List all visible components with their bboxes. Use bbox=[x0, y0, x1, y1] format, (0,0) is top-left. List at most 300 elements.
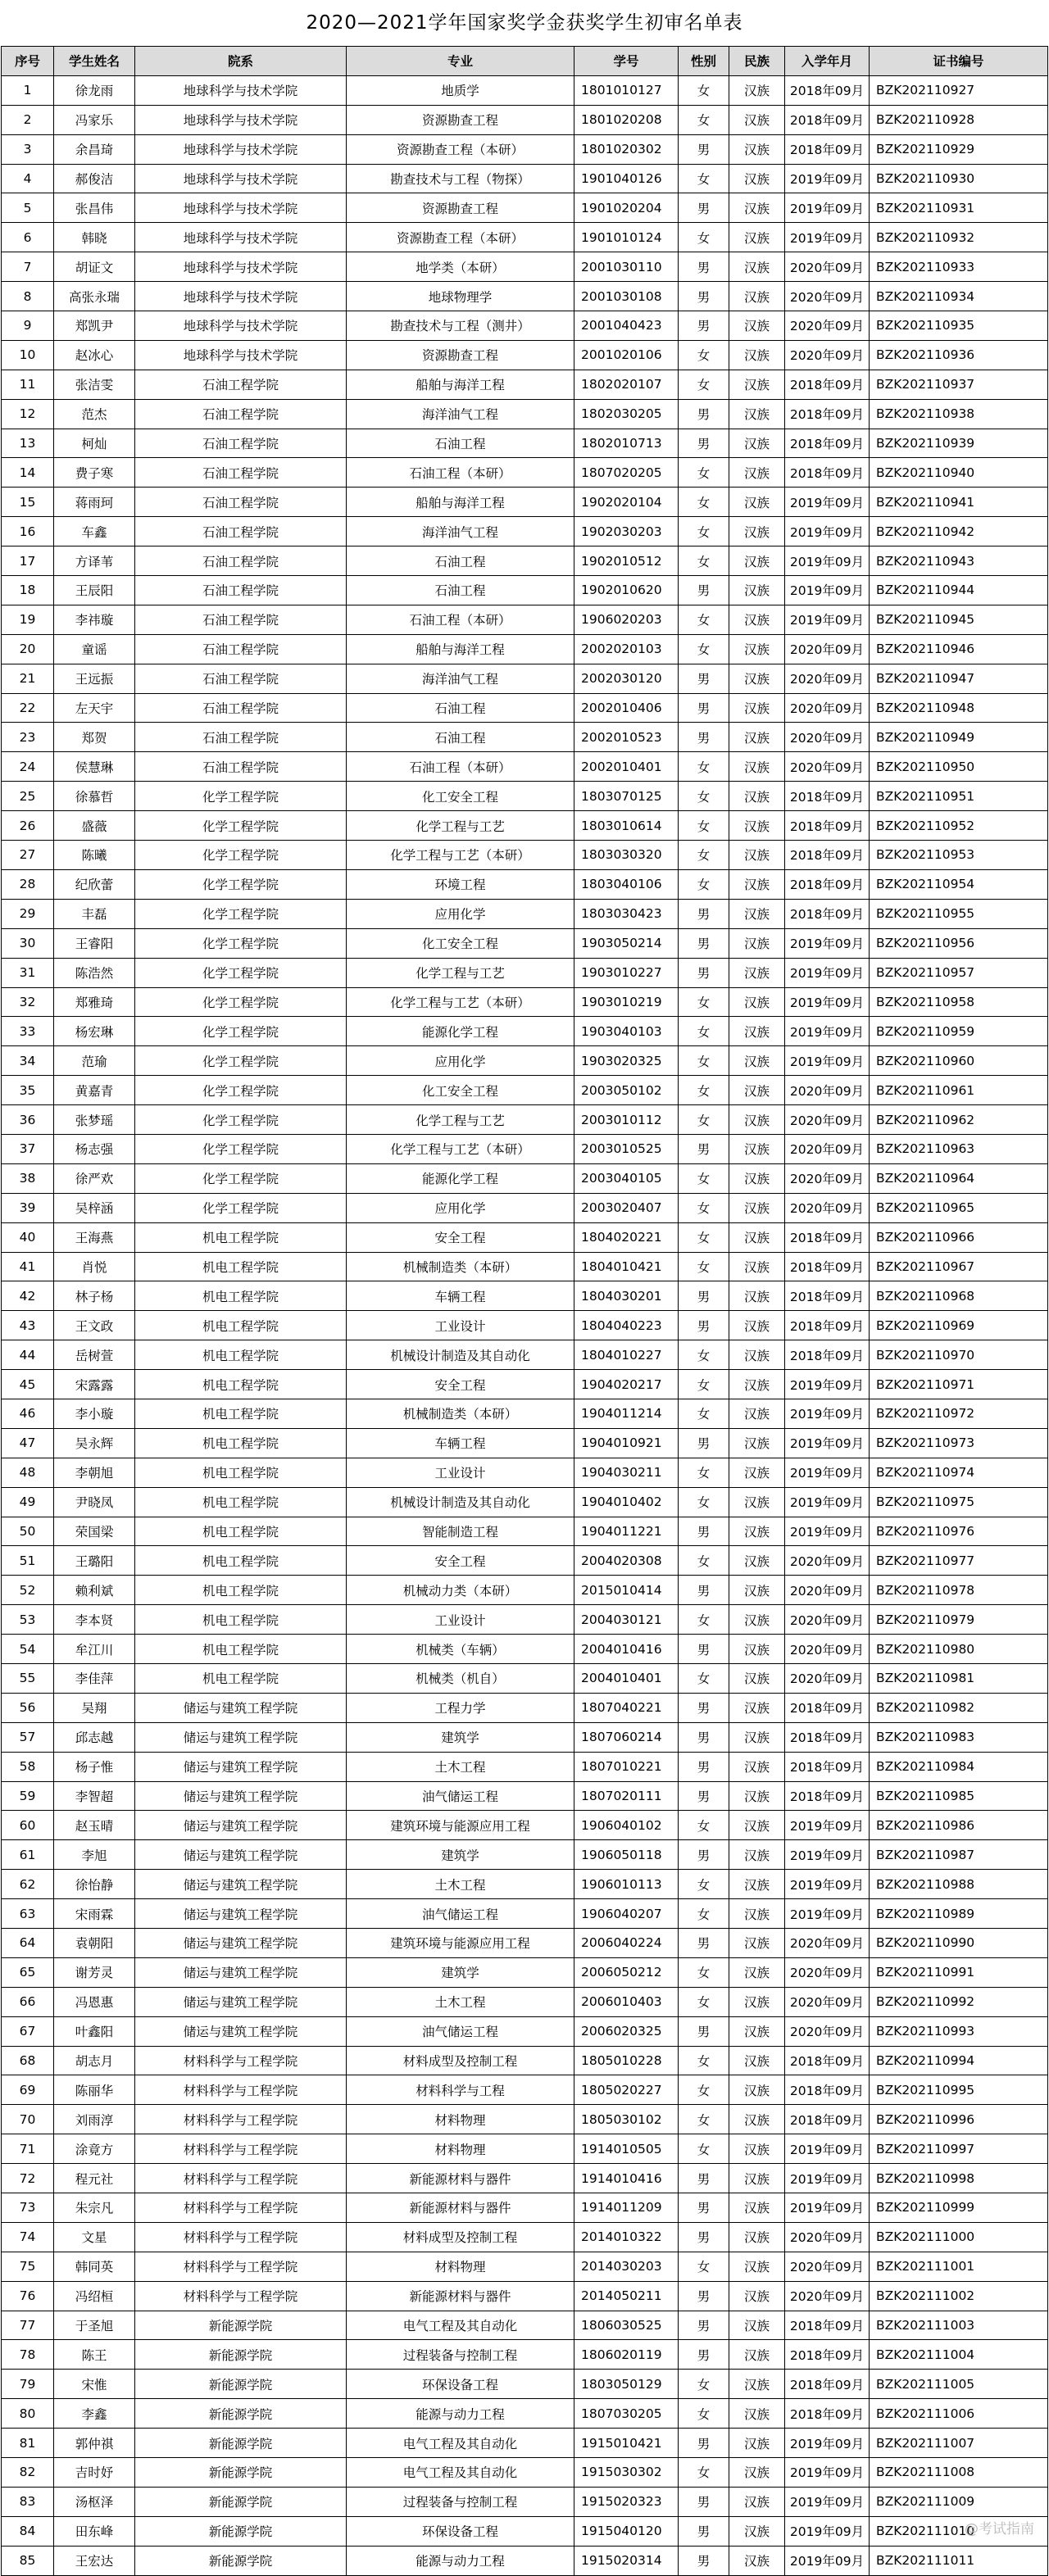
gender: 女 bbox=[679, 458, 729, 488]
college: 储运与建筑工程学院 bbox=[135, 1840, 347, 1870]
gender: 女 bbox=[679, 1458, 729, 1487]
college: 机电工程学院 bbox=[135, 1311, 347, 1340]
document-title: 2020—2021学年国家奖学金获奖学生初审名单表 bbox=[306, 12, 743, 34]
gender: 女 bbox=[679, 987, 729, 1017]
college: 材料科学与工程学院 bbox=[135, 2193, 347, 2223]
gender: 男 bbox=[679, 1517, 729, 1546]
header-name: 学生姓名 bbox=[54, 47, 135, 76]
certificate-number: BZK202110974 bbox=[870, 1458, 1048, 1487]
table-row bbox=[2, 2075, 1048, 2105]
student-id: 1804020221 bbox=[574, 1222, 679, 1252]
gender: 女 bbox=[679, 1663, 729, 1693]
enroll-date: 2020年09月 bbox=[785, 252, 870, 282]
certificate-number: BZK202111006 bbox=[870, 2399, 1048, 2429]
row-index: 72 bbox=[2, 2164, 54, 2193]
student-id: 2004020308 bbox=[574, 1546, 679, 1576]
enroll-date: 2018年09月 bbox=[785, 399, 870, 429]
row-index: 29 bbox=[2, 899, 54, 928]
student-id: 1804010227 bbox=[574, 1340, 679, 1370]
college: 机电工程学院 bbox=[135, 1370, 347, 1399]
student-id: 1801020302 bbox=[574, 134, 679, 164]
row-index: 11 bbox=[2, 370, 54, 399]
enroll-date: 2018年09月 bbox=[785, 1752, 870, 1781]
table-row bbox=[2, 193, 1048, 223]
student-id: 1902010620 bbox=[574, 576, 679, 605]
gender: 男 bbox=[679, 2311, 729, 2340]
gender: 女 bbox=[679, 1193, 729, 1222]
row-index: 38 bbox=[2, 1163, 54, 1193]
certificate-number: BZK202110932 bbox=[870, 223, 1048, 252]
table-row bbox=[2, 1811, 1048, 1840]
college: 地球科学与技术学院 bbox=[135, 134, 347, 164]
major: 油气储运工程 bbox=[347, 1899, 574, 1929]
certificate-number: BZK202111003 bbox=[870, 2311, 1048, 2340]
gender: 男 bbox=[679, 2016, 729, 2046]
row-index: 44 bbox=[2, 1340, 54, 1370]
row-index: 68 bbox=[2, 2046, 54, 2075]
certificate-number: BZK202110933 bbox=[870, 252, 1048, 282]
student-id: 1904011221 bbox=[574, 1517, 679, 1546]
table-row bbox=[2, 1693, 1048, 1722]
table-row bbox=[2, 1752, 1048, 1781]
enroll-date: 2018年09月 bbox=[785, 1693, 870, 1722]
gender: 男 bbox=[679, 1428, 729, 1458]
gender: 女 bbox=[679, 105, 729, 134]
gender: 男 bbox=[679, 1635, 729, 1664]
row-index: 26 bbox=[2, 811, 54, 841]
row-index: 33 bbox=[2, 1017, 54, 1046]
certificate-number: BZK202110951 bbox=[870, 782, 1048, 811]
student-name: 郑贺 bbox=[54, 723, 135, 752]
row-index: 75 bbox=[2, 2252, 54, 2281]
ethnicity: 汉族 bbox=[729, 2105, 785, 2134]
student-name: 冯恩惠 bbox=[54, 1987, 135, 2016]
student-name: 杨子惟 bbox=[54, 1752, 135, 1781]
ethnicity: 汉族 bbox=[729, 1987, 785, 2016]
student-name: 郝俊洁 bbox=[54, 164, 135, 193]
enroll-date: 2018年09月 bbox=[785, 1311, 870, 1340]
student-id: 1906010113 bbox=[574, 1870, 679, 1899]
ethnicity: 汉族 bbox=[729, 899, 785, 928]
gender: 男 bbox=[679, 252, 729, 282]
row-index: 71 bbox=[2, 2134, 54, 2164]
row-index: 59 bbox=[2, 1781, 54, 1811]
certificate-number: BZK202111009 bbox=[870, 2487, 1048, 2516]
student-name: 宋雨霖 bbox=[54, 1899, 135, 1929]
table-header-row bbox=[2, 47, 1048, 76]
enroll-date: 2019年09月 bbox=[785, 2134, 870, 2164]
college: 储运与建筑工程学院 bbox=[135, 1870, 347, 1899]
header-major: 专业 bbox=[347, 47, 574, 76]
student-id: 1914011209 bbox=[574, 2193, 679, 2223]
row-index: 20 bbox=[2, 634, 54, 664]
table-row bbox=[2, 1987, 1048, 2016]
row-index: 24 bbox=[2, 752, 54, 782]
enroll-date: 2018年09月 bbox=[785, 899, 870, 928]
student-id: 1903050214 bbox=[574, 928, 679, 958]
college: 储运与建筑工程学院 bbox=[135, 1693, 347, 1722]
major: 船舶与海洋工程 bbox=[347, 634, 574, 664]
certificate-number: BZK202110947 bbox=[870, 664, 1048, 693]
certificate-number: BZK202110948 bbox=[870, 693, 1048, 723]
gender: 女 bbox=[679, 1370, 729, 1399]
table-row bbox=[2, 1399, 1048, 1428]
ethnicity: 汉族 bbox=[729, 75, 785, 105]
enroll-date: 2019年09月 bbox=[785, 223, 870, 252]
student-id: 2003010525 bbox=[574, 1134, 679, 1163]
table-row bbox=[2, 811, 1048, 841]
enroll-date: 2020年09月 bbox=[785, 340, 870, 370]
row-index: 73 bbox=[2, 2193, 54, 2223]
gender: 男 bbox=[679, 134, 729, 164]
table-row bbox=[2, 1635, 1048, 1664]
row-index: 80 bbox=[2, 2399, 54, 2429]
student-name: 岳树萱 bbox=[54, 1340, 135, 1370]
major: 材料物理 bbox=[347, 2134, 574, 2164]
college: 化学工程学院 bbox=[135, 811, 347, 841]
row-index: 58 bbox=[2, 1752, 54, 1781]
ethnicity: 汉族 bbox=[729, 1134, 785, 1163]
major: 船舶与海洋工程 bbox=[347, 488, 574, 517]
college: 新能源学院 bbox=[135, 2458, 347, 2488]
certificate-number: BZK202111002 bbox=[870, 2281, 1048, 2311]
ethnicity: 汉族 bbox=[729, 2222, 785, 2252]
row-index: 81 bbox=[2, 2429, 54, 2458]
student-id: 1915010421 bbox=[574, 2429, 679, 2458]
row-index: 74 bbox=[2, 2222, 54, 2252]
table-row bbox=[2, 1929, 1048, 1958]
table-row bbox=[2, 399, 1048, 429]
table-row bbox=[2, 2429, 1048, 2458]
student-name: 陈曦 bbox=[54, 841, 135, 870]
enroll-date: 2019年09月 bbox=[785, 1428, 870, 1458]
enroll-date: 2019年09月 bbox=[785, 1870, 870, 1899]
table-row bbox=[2, 1193, 1048, 1222]
certificate-number: BZK202110966 bbox=[870, 1222, 1048, 1252]
ethnicity: 汉族 bbox=[729, 1311, 785, 1340]
enroll-date: 2020年09月 bbox=[785, 282, 870, 311]
certificate-number: BZK202110972 bbox=[870, 1399, 1048, 1428]
row-index: 77 bbox=[2, 2311, 54, 2340]
student-name: 柯灿 bbox=[54, 429, 135, 458]
row-index: 14 bbox=[2, 458, 54, 488]
major: 化工安全工程 bbox=[347, 928, 574, 958]
table-row bbox=[2, 458, 1048, 488]
table-row bbox=[2, 2370, 1048, 2399]
ethnicity: 汉族 bbox=[729, 134, 785, 164]
major: 油气储运工程 bbox=[347, 2016, 574, 2046]
enroll-date: 2020年09月 bbox=[785, 2252, 870, 2281]
table-row bbox=[2, 1781, 1048, 1811]
major: 机械制造类（本研） bbox=[347, 1252, 574, 1281]
table-row bbox=[2, 2458, 1048, 2488]
student-name: 徐龙雨 bbox=[54, 75, 135, 105]
enroll-date: 2019年09月 bbox=[785, 2164, 870, 2193]
table-row bbox=[2, 1252, 1048, 1281]
gender: 女 bbox=[679, 1076, 729, 1105]
enroll-date: 2018年09月 bbox=[785, 841, 870, 870]
certificate-number: BZK202110934 bbox=[870, 282, 1048, 311]
gender: 女 bbox=[679, 517, 729, 546]
table-row bbox=[2, 370, 1048, 399]
student-name: 程元社 bbox=[54, 2164, 135, 2193]
row-index: 39 bbox=[2, 1193, 54, 1222]
enroll-date: 2019年09月 bbox=[785, 928, 870, 958]
student-id: 2003050102 bbox=[574, 1076, 679, 1105]
college: 地球科学与技术学院 bbox=[135, 311, 347, 341]
ethnicity: 汉族 bbox=[729, 1105, 785, 1135]
college: 化学工程学院 bbox=[135, 1163, 347, 1193]
college: 化学工程学院 bbox=[135, 869, 347, 899]
row-index: 51 bbox=[2, 1546, 54, 1576]
ethnicity: 汉族 bbox=[729, 1899, 785, 1929]
gender: 男 bbox=[679, 2193, 729, 2223]
student-name: 陈王 bbox=[54, 2340, 135, 2370]
row-index: 21 bbox=[2, 664, 54, 693]
row-index: 47 bbox=[2, 1428, 54, 1458]
row-index: 42 bbox=[2, 1281, 54, 1311]
gender: 女 bbox=[679, 1046, 729, 1076]
certificate-number: BZK202110956 bbox=[870, 928, 1048, 958]
ethnicity: 汉族 bbox=[729, 1929, 785, 1958]
gender: 男 bbox=[679, 1929, 729, 1958]
college: 材料科学与工程学院 bbox=[135, 2105, 347, 2134]
table-row bbox=[2, 1840, 1048, 1870]
student-name: 徐慕哲 bbox=[54, 782, 135, 811]
student-name: 韩同英 bbox=[54, 2252, 135, 2281]
ethnicity: 汉族 bbox=[729, 399, 785, 429]
row-index: 79 bbox=[2, 2370, 54, 2399]
college: 石油工程学院 bbox=[135, 664, 347, 693]
certificate-number: BZK202110946 bbox=[870, 634, 1048, 664]
major: 材料成型及控制工程 bbox=[347, 2046, 574, 2075]
gender: 男 bbox=[679, 2429, 729, 2458]
college: 石油工程学院 bbox=[135, 370, 347, 399]
gender: 女 bbox=[679, 1222, 729, 1252]
major: 建筑学 bbox=[347, 1840, 574, 1870]
certificate-number: BZK202111007 bbox=[870, 2429, 1048, 2458]
major: 应用化学 bbox=[347, 1193, 574, 1222]
enroll-date: 2018年09月 bbox=[785, 2046, 870, 2075]
college: 机电工程学院 bbox=[135, 1487, 347, 1517]
college: 石油工程学院 bbox=[135, 752, 347, 782]
gender: 女 bbox=[679, 2370, 729, 2399]
student-name: 涂竟方 bbox=[54, 2134, 135, 2164]
student-name: 牟江川 bbox=[54, 1635, 135, 1664]
major: 石油工程 bbox=[347, 723, 574, 752]
student-id: 1915030302 bbox=[574, 2458, 679, 2488]
table-row bbox=[2, 1340, 1048, 1370]
college: 石油工程学院 bbox=[135, 723, 347, 752]
enroll-date: 2019年09月 bbox=[785, 2458, 870, 2488]
student-id: 1904010402 bbox=[574, 1487, 679, 1517]
major: 新能源材料与器件 bbox=[347, 2164, 574, 2193]
certificate-number: BZK202110983 bbox=[870, 1722, 1048, 1752]
student-id: 2006050212 bbox=[574, 1957, 679, 1987]
college: 机电工程学院 bbox=[135, 1663, 347, 1693]
certificate-number: BZK202110970 bbox=[870, 1340, 1048, 1370]
ethnicity: 汉族 bbox=[729, 811, 785, 841]
student-name: 刘雨淳 bbox=[54, 2105, 135, 2134]
enroll-date: 2019年09月 bbox=[785, 958, 870, 987]
student-id: 2001020106 bbox=[574, 340, 679, 370]
student-name: 陈浩然 bbox=[54, 958, 135, 987]
enroll-date: 2019年09月 bbox=[785, 2546, 870, 2575]
major: 安全工程 bbox=[347, 1222, 574, 1252]
ethnicity: 汉族 bbox=[729, 752, 785, 782]
gender: 女 bbox=[679, 75, 729, 105]
row-index: 66 bbox=[2, 1987, 54, 2016]
major: 石油工程 bbox=[347, 693, 574, 723]
table-row bbox=[2, 134, 1048, 164]
certificate-number: BZK202110936 bbox=[870, 340, 1048, 370]
ethnicity: 汉族 bbox=[729, 1046, 785, 1076]
college: 储运与建筑工程学院 bbox=[135, 1899, 347, 1929]
header-gender: 性别 bbox=[679, 47, 729, 76]
ethnicity: 汉族 bbox=[729, 164, 785, 193]
major: 安全工程 bbox=[347, 1546, 574, 1576]
student-name: 费子寒 bbox=[54, 458, 135, 488]
table-row bbox=[2, 2252, 1048, 2281]
student-name: 赵冰心 bbox=[54, 340, 135, 370]
row-index: 84 bbox=[2, 2516, 54, 2546]
enroll-date: 2019年09月 bbox=[785, 605, 870, 634]
student-name: 盛薇 bbox=[54, 811, 135, 841]
college: 地球科学与技术学院 bbox=[135, 75, 347, 105]
student-name: 丰磊 bbox=[54, 899, 135, 928]
student-name: 侯慧琳 bbox=[54, 752, 135, 782]
major: 资源勘查工程 bbox=[347, 193, 574, 223]
college: 新能源学院 bbox=[135, 2399, 347, 2429]
certificate-number: BZK202110958 bbox=[870, 987, 1048, 1017]
major: 地球物理学 bbox=[347, 282, 574, 311]
gender: 男 bbox=[679, 2281, 729, 2311]
student-name: 车鑫 bbox=[54, 517, 135, 546]
certificate-number: BZK202111008 bbox=[870, 2458, 1048, 2488]
table-row bbox=[2, 1957, 1048, 1987]
gender: 女 bbox=[679, 223, 729, 252]
enroll-date: 2018年09月 bbox=[785, 1722, 870, 1752]
college: 化学工程学院 bbox=[135, 1193, 347, 1222]
student-name: 杨宏琳 bbox=[54, 1017, 135, 1046]
header-ethnicity: 民族 bbox=[729, 47, 785, 76]
table-row bbox=[2, 1163, 1048, 1193]
major: 化学工程与工艺（本研） bbox=[347, 987, 574, 1017]
row-index: 40 bbox=[2, 1222, 54, 1252]
table-row bbox=[2, 723, 1048, 752]
student-name: 袁朝阳 bbox=[54, 1929, 135, 1958]
student-name: 尹晓凤 bbox=[54, 1487, 135, 1517]
certificate-number: BZK202110950 bbox=[870, 752, 1048, 782]
enroll-date: 2019年09月 bbox=[785, 1046, 870, 1076]
enroll-date: 2019年09月 bbox=[785, 488, 870, 517]
student-id: 1914010416 bbox=[574, 2164, 679, 2193]
major: 过程装备与控制工程 bbox=[347, 2340, 574, 2370]
student-id: 1801010127 bbox=[574, 75, 679, 105]
student-name: 王文政 bbox=[54, 1311, 135, 1340]
major: 化学工程与工艺（本研） bbox=[347, 841, 574, 870]
table-row bbox=[2, 1428, 1048, 1458]
student-id: 1806030525 bbox=[574, 2311, 679, 2340]
row-index: 7 bbox=[2, 252, 54, 282]
header-certificate: 证书编号 bbox=[870, 47, 1048, 76]
gender: 男 bbox=[679, 193, 729, 223]
enroll-date: 2018年09月 bbox=[785, 1222, 870, 1252]
gender: 男 bbox=[679, 664, 729, 693]
certificate-number: BZK202110945 bbox=[870, 605, 1048, 634]
ethnicity: 汉族 bbox=[729, 1605, 785, 1635]
student-id: 1903040103 bbox=[574, 1017, 679, 1046]
table-row bbox=[2, 1281, 1048, 1311]
student-name: 余昌琦 bbox=[54, 134, 135, 164]
major: 能源与动力工程 bbox=[347, 2546, 574, 2575]
gender: 男 bbox=[679, 282, 729, 311]
gender: 男 bbox=[679, 2546, 729, 2575]
student-id: 2006020325 bbox=[574, 2016, 679, 2046]
table-row bbox=[2, 1899, 1048, 1929]
ethnicity: 汉族 bbox=[729, 2164, 785, 2193]
enroll-date: 2020年09月 bbox=[785, 1987, 870, 2016]
row-index: 69 bbox=[2, 2075, 54, 2105]
college: 地球科学与技术学院 bbox=[135, 282, 347, 311]
college: 化学工程学院 bbox=[135, 928, 347, 958]
college: 石油工程学院 bbox=[135, 546, 347, 576]
student-id: 1901010124 bbox=[574, 223, 679, 252]
ethnicity: 汉族 bbox=[729, 1752, 785, 1781]
student-name: 李祎璇 bbox=[54, 605, 135, 634]
row-index: 17 bbox=[2, 546, 54, 576]
gender: 男 bbox=[679, 1840, 729, 1870]
gender: 男 bbox=[679, 723, 729, 752]
gender: 女 bbox=[679, 340, 729, 370]
student-id: 1915020314 bbox=[574, 2546, 679, 2575]
major: 海洋油气工程 bbox=[347, 399, 574, 429]
table-row bbox=[2, 2105, 1048, 2134]
enroll-date: 2019年09月 bbox=[785, 1487, 870, 1517]
table-row bbox=[2, 517, 1048, 546]
student-name: 李鑫 bbox=[54, 2399, 135, 2429]
table-row bbox=[2, 899, 1048, 928]
college: 机电工程学院 bbox=[135, 1546, 347, 1576]
major: 石油工程 bbox=[347, 429, 574, 458]
student-name: 左天宇 bbox=[54, 693, 135, 723]
gender: 女 bbox=[679, 634, 729, 664]
student-id: 1804040223 bbox=[574, 1311, 679, 1340]
major: 电气工程及其自动化 bbox=[347, 2311, 574, 2340]
row-index: 22 bbox=[2, 693, 54, 723]
college: 机电工程学院 bbox=[135, 1281, 347, 1311]
enroll-date: 2018年09月 bbox=[785, 1781, 870, 1811]
row-index: 60 bbox=[2, 1811, 54, 1840]
certificate-number: BZK202110996 bbox=[870, 2105, 1048, 2134]
ethnicity: 汉族 bbox=[729, 693, 785, 723]
gender: 女 bbox=[679, 605, 729, 634]
gender: 女 bbox=[679, 782, 729, 811]
row-index: 63 bbox=[2, 1899, 54, 1929]
certificate-number: BZK202110938 bbox=[870, 399, 1048, 429]
student-name: 韩晓 bbox=[54, 223, 135, 252]
certificate-number: BZK202110952 bbox=[870, 811, 1048, 841]
ethnicity: 汉族 bbox=[729, 1487, 785, 1517]
row-index: 6 bbox=[2, 223, 54, 252]
certificate-number: BZK202110954 bbox=[870, 869, 1048, 899]
enroll-date: 2018年09月 bbox=[785, 869, 870, 899]
certificate-number: BZK202110981 bbox=[870, 1663, 1048, 1693]
row-index: 62 bbox=[2, 1870, 54, 1899]
enroll-date: 2019年09月 bbox=[785, 1458, 870, 1487]
major: 化工安全工程 bbox=[347, 1076, 574, 1105]
table-row bbox=[2, 928, 1048, 958]
